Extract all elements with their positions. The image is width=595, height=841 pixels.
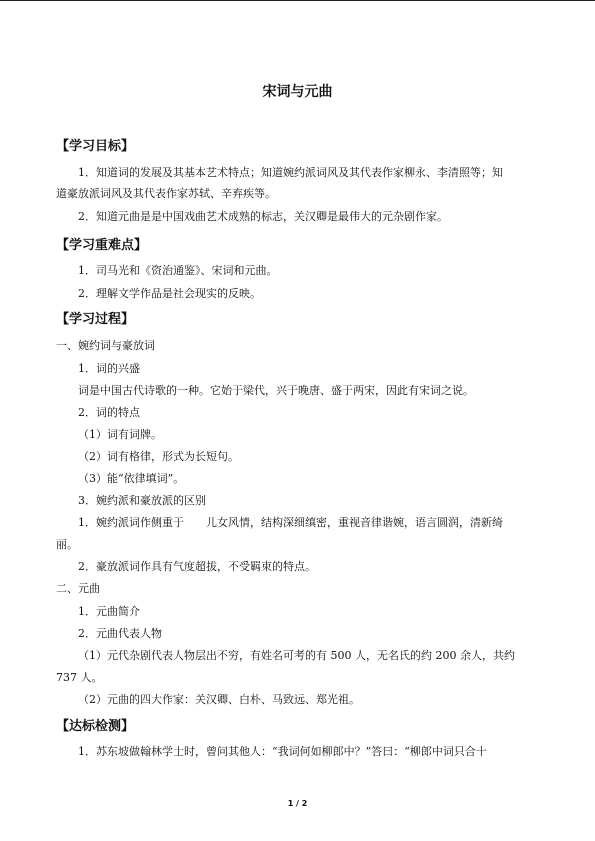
page-title: 宋词与元曲: [262, 84, 333, 100]
goal-line-1b: 道豪放派词风及其代表作家苏轼、辛弃疾等。: [56, 187, 276, 200]
test-line-1: 1．苏东坡做翰林学士时，曾问其他人：“我词何如柳郎中？”答曰：“柳郎中词只合十: [78, 745, 487, 758]
key-point-1: 1．司马光和《资治通鉴》、宋词和元曲。: [78, 264, 278, 277]
process-line: 二、元曲: [56, 582, 100, 595]
section-heading-key-points: 【学习重难点】: [56, 238, 148, 253]
process-line: 2．豪放派词作具有气度超拔，不受羁束的特点。: [78, 560, 316, 573]
page-number: 1 / 2: [287, 799, 308, 808]
process-line: 2．词的特点: [78, 406, 140, 419]
process-line: （2）元曲的四大作家：关汉卿、白朴、马致远、郑光祖。: [78, 693, 360, 706]
goal-line-1a: 1．知道词的发展及其基本艺术特点；知道婉约派词风及其代表作家柳永、李清照等；知: [78, 166, 503, 179]
process-line: 一、婉约词与豪放词: [56, 339, 155, 352]
section-heading-process: 【学习过程】: [56, 312, 135, 327]
process-line: （1）元代杂剧代表人物层出不穷，有姓名可考的有 500 人，无名氏的约 200 余人，共约: [78, 649, 515, 662]
process-line: 3．婉约派和豪放派的区别: [78, 494, 206, 507]
process-line: 词是中国古代诗歌的一种。它始于梁代，兴于晚唐、盛于两宋，因此有宋词之说。: [78, 384, 474, 397]
process-line: 1．元曲简介: [78, 605, 140, 618]
process-line: 2．元曲代表人物: [78, 627, 162, 640]
process-line: 丽。: [56, 538, 78, 551]
goal-line-2: 2．知道元曲是是中国戏曲艺术成熟的标志，关汉卿是最伟大的元杂剧作家。: [78, 210, 448, 223]
key-point-2: 2．理解文学作品是社会现实的反映。: [78, 287, 261, 300]
process-line: （3）能“依律填词”。: [78, 472, 185, 485]
process-line: （2）词有格律，形式为长短句。: [78, 450, 239, 463]
process-line: 1．婉约派词作侧重于 儿女风情，结构深细缜密，重视音律谐婉，语言圆润，清新绮: [78, 516, 503, 529]
section-heading-test: 【达标检测】: [56, 719, 135, 734]
process-line: 737 人。: [56, 671, 103, 684]
process-line: 1．词的兴盛: [78, 362, 140, 375]
process-line: （1）词有词牌。: [78, 428, 162, 441]
section-heading-goals: 【学习目标】: [56, 139, 135, 154]
